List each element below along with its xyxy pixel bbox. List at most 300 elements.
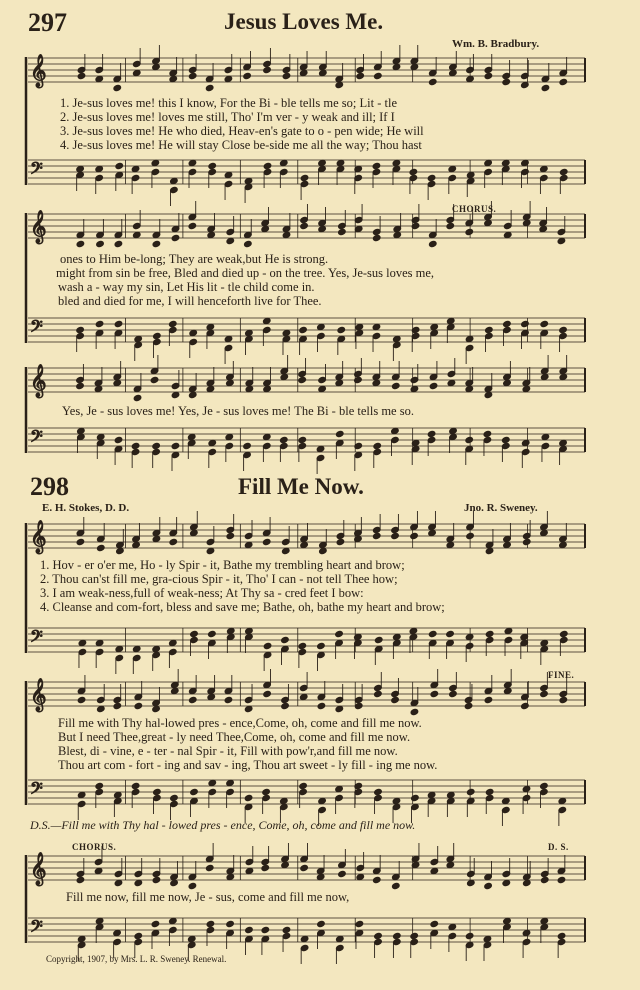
note-head xyxy=(299,782,308,789)
note-head xyxy=(94,385,103,392)
note-head xyxy=(171,442,180,449)
note-head xyxy=(188,882,197,889)
note-head xyxy=(318,225,327,232)
note-head xyxy=(503,231,512,238)
note-head xyxy=(262,538,271,545)
note-head xyxy=(245,329,254,336)
note-head xyxy=(95,320,104,327)
note-head xyxy=(94,867,103,874)
note-head xyxy=(446,317,455,324)
hymn-298-verse-1-line-1: 1. Hov - er o'er me, Ho - ly Spir - it, Bathe my trembling heart and brow; xyxy=(40,558,405,572)
note-head xyxy=(115,645,124,652)
note-head xyxy=(373,442,382,449)
note-head xyxy=(503,320,512,327)
note-head xyxy=(152,705,161,712)
note-head xyxy=(207,231,216,238)
note-head xyxy=(152,240,161,247)
note-head xyxy=(188,696,197,703)
note-head xyxy=(206,547,215,554)
note-head xyxy=(134,702,143,709)
note-head xyxy=(557,932,566,939)
copyright-notice: Copyright, 1907, by Mrs. L. R. Sweney. Renewal. xyxy=(46,954,227,964)
note-head xyxy=(540,876,549,883)
note-head xyxy=(131,782,140,789)
note-head xyxy=(318,159,327,166)
note-head xyxy=(449,69,458,76)
note-head xyxy=(132,231,141,238)
note-head xyxy=(372,323,381,330)
hymn-297-number: 297 xyxy=(28,8,67,37)
hymn-298-verse-2-line-1: 2. Thou can'st fill me, gra-cious Spir - it, Tho' I can - not tell Thee how; xyxy=(40,572,398,586)
note-head xyxy=(244,177,253,184)
note-head xyxy=(281,702,290,709)
hymn-297-verse-3-line-2: wash a - way my sin, Let His lit - tle child come in. xyxy=(58,280,315,294)
note-head xyxy=(263,385,272,392)
note-head xyxy=(559,541,568,548)
note-head xyxy=(392,159,401,166)
note-head xyxy=(540,639,549,646)
note-head xyxy=(372,162,381,169)
note-head xyxy=(465,633,474,640)
hymn-298-ds-line: D.S.—Fill me with Thy hal - lowed pres - ence, Come, oh, come and fill me now. xyxy=(30,818,416,832)
note-head xyxy=(152,442,161,449)
note-head xyxy=(95,782,104,789)
note-head xyxy=(226,532,235,539)
note-head xyxy=(262,317,271,324)
note-head xyxy=(282,72,291,79)
note-head xyxy=(262,788,271,795)
note-head xyxy=(300,541,309,548)
note-head xyxy=(187,935,196,942)
note-head xyxy=(224,335,233,342)
note-head xyxy=(428,630,437,637)
note-head xyxy=(224,696,233,703)
note-head xyxy=(465,385,474,392)
note-head xyxy=(372,234,381,241)
note-head xyxy=(502,78,511,85)
note-head xyxy=(374,72,383,79)
note-head xyxy=(541,84,550,91)
note-head xyxy=(208,630,217,637)
note-head xyxy=(97,544,106,551)
note-head xyxy=(244,240,253,247)
note-head xyxy=(335,81,344,88)
note-head xyxy=(430,690,439,697)
note-head xyxy=(76,240,85,247)
note-head xyxy=(503,687,512,694)
note-head xyxy=(263,642,272,649)
note-head xyxy=(393,231,402,238)
note-head xyxy=(449,690,458,697)
note-head xyxy=(559,78,568,85)
note-head xyxy=(502,436,511,443)
note-head xyxy=(503,917,512,924)
note-head xyxy=(113,84,122,91)
note-head xyxy=(245,385,254,392)
note-head xyxy=(410,385,419,392)
staff-297-3-treble xyxy=(28,368,585,392)
note-head xyxy=(152,876,161,883)
note-head xyxy=(131,442,140,449)
note-head xyxy=(540,529,549,536)
note-head xyxy=(317,323,326,330)
bass-clef-icon: 𝄢 xyxy=(30,626,43,650)
note-head xyxy=(132,541,141,548)
note-head xyxy=(335,705,344,712)
hymn-298-author: E. H. Stokes, D. D. xyxy=(42,502,130,514)
hymn-298-verse-4-line-1: 4. Cleanse and com-fort, bless and save me; Bathe, oh, bathe my heart and brow; xyxy=(40,600,445,614)
hymn-298-number: 298 xyxy=(30,472,69,501)
hymn-297-verse-4-line-2: bled and died for me, I will henceforth live for Thee. xyxy=(58,294,322,308)
hymn-297-verse-4-line-1: 4. Je-sus loves me! He will stay Close be-side me all the way; Thou hast xyxy=(60,138,422,152)
note-head xyxy=(226,873,235,880)
hymn-298-verse-3-line-2: Blest, di - vine, e - ter - nal Spir - it, Fill with pow'r,and fill me now. xyxy=(58,744,398,758)
note-head xyxy=(152,535,161,542)
note-head xyxy=(484,882,493,889)
note-head xyxy=(392,882,401,889)
note-head xyxy=(171,391,180,398)
note-head xyxy=(226,627,235,634)
note-head xyxy=(540,165,549,172)
note-head xyxy=(391,427,400,434)
note-head xyxy=(485,326,494,333)
note-head xyxy=(206,920,215,927)
treble-clef-icon: 𝄞 xyxy=(30,210,47,243)
note-head xyxy=(280,797,289,804)
note-head xyxy=(226,237,235,244)
note-head xyxy=(446,222,455,229)
note-head xyxy=(281,861,290,868)
note-head xyxy=(76,382,85,389)
hymn-298-composer: Jno. R. Sweney. xyxy=(464,502,538,514)
note-head xyxy=(319,547,328,554)
note-head xyxy=(522,219,531,226)
note-head xyxy=(300,864,309,871)
note-head xyxy=(188,222,197,229)
note-head xyxy=(317,642,326,649)
note-head xyxy=(95,75,104,82)
note-head xyxy=(190,630,199,637)
note-head xyxy=(338,870,347,877)
note-head xyxy=(521,81,530,88)
note-head xyxy=(77,427,86,434)
note-head xyxy=(132,69,141,76)
note-head xyxy=(280,373,289,380)
note-head xyxy=(541,433,550,440)
note-head xyxy=(430,323,439,330)
note-head xyxy=(430,920,439,927)
note-head xyxy=(484,72,493,79)
note-head xyxy=(263,690,272,697)
note-head xyxy=(446,630,455,637)
staff-298-1-bass xyxy=(28,628,585,652)
note-head xyxy=(169,538,178,545)
note-head xyxy=(465,932,474,939)
staff-297-3-bass xyxy=(28,428,585,452)
note-head xyxy=(557,237,566,244)
note-head xyxy=(299,69,308,76)
note-head xyxy=(76,326,85,333)
note-head xyxy=(410,932,419,939)
hymn-297-verse-1-line-1: 1. Je-sus loves me! this I know, For the Bi - ble tells me so; Lit - tle xyxy=(60,96,397,110)
note-head xyxy=(338,228,347,235)
note-head xyxy=(467,879,476,886)
note-head xyxy=(170,177,179,184)
note-head xyxy=(152,645,161,652)
hymn-297-chorus-label: CHORUS. xyxy=(452,204,497,214)
note-head xyxy=(374,932,383,939)
bass-clef-icon: 𝄢 xyxy=(30,158,43,182)
note-head xyxy=(336,159,345,166)
note-head xyxy=(539,225,548,232)
note-head xyxy=(318,385,327,392)
hymn-297-verse-1-line-2: ones to Him be-long; They are weak,but He is strong. xyxy=(60,252,329,266)
note-head xyxy=(208,439,217,446)
note-head xyxy=(263,66,272,73)
note-head xyxy=(205,84,214,91)
note-head xyxy=(113,791,122,798)
hymn-298-verse-1-line-2: Fill me with Thy hal-lowed pres - ence,Come, oh, come and fill me now. xyxy=(58,716,422,730)
note-head xyxy=(171,234,180,241)
note-head xyxy=(485,788,494,795)
note-head xyxy=(226,379,235,386)
note-head xyxy=(466,75,475,82)
note-head xyxy=(501,159,510,166)
note-head xyxy=(485,547,494,554)
note-head xyxy=(316,873,325,880)
note-head xyxy=(448,165,457,172)
note-head xyxy=(466,788,475,795)
note-head xyxy=(187,433,196,440)
note-head xyxy=(392,335,401,342)
note-head xyxy=(131,165,140,172)
note-head xyxy=(355,323,364,330)
note-head xyxy=(96,240,105,247)
hymn-298-chorus-label: CHORUS. xyxy=(72,842,117,852)
note-head xyxy=(447,379,456,386)
note-head xyxy=(449,427,458,434)
bass-clef-icon: 𝄢 xyxy=(30,316,43,340)
note-head xyxy=(428,78,437,85)
note-head xyxy=(280,436,289,443)
note-head xyxy=(374,788,383,795)
hymn-297-chorus-lyrics: Yes, Je - sus loves me! Yes, Je - sus loves me! The Bi - ble tells me so. xyxy=(62,404,414,418)
hymn-298-fine-label: FINE. xyxy=(548,670,575,680)
note-head xyxy=(114,436,123,443)
note-head xyxy=(484,696,493,703)
note-head xyxy=(168,320,177,327)
note-head xyxy=(559,439,568,446)
note-head xyxy=(336,935,345,942)
note-head xyxy=(95,165,104,172)
note-head xyxy=(170,794,179,801)
note-head xyxy=(226,779,235,786)
note-head xyxy=(114,240,123,247)
note-head xyxy=(466,532,475,539)
note-head xyxy=(503,379,512,386)
treble-clef-icon: 𝄞 xyxy=(30,54,47,87)
hymn-297-composer: Wm. B. Bradbury. xyxy=(452,38,540,50)
note-head xyxy=(76,876,85,883)
treble-clef-icon: 𝄞 xyxy=(30,364,47,397)
note-head xyxy=(261,225,270,232)
note-head xyxy=(300,935,309,942)
note-head xyxy=(262,433,271,440)
note-head xyxy=(355,920,364,927)
note-head xyxy=(243,72,252,79)
note-head xyxy=(113,379,122,386)
note-head xyxy=(502,879,511,886)
note-head xyxy=(169,917,178,924)
note-head xyxy=(224,75,233,82)
note-head xyxy=(427,174,436,181)
note-head xyxy=(153,788,162,795)
note-head xyxy=(316,445,325,452)
note-head xyxy=(447,791,456,798)
note-head xyxy=(300,174,309,181)
note-head xyxy=(114,320,123,327)
note-head xyxy=(540,690,549,697)
note-head xyxy=(448,923,457,930)
note-head xyxy=(298,642,307,649)
note-head xyxy=(335,785,344,792)
note-head xyxy=(502,797,511,804)
note-head xyxy=(484,159,493,166)
note-head xyxy=(261,864,270,871)
note-head xyxy=(354,225,363,232)
note-head xyxy=(319,69,328,76)
note-head xyxy=(354,702,363,709)
note-head xyxy=(521,702,530,709)
note-head xyxy=(522,385,531,392)
staff-297-1-treble xyxy=(28,58,585,82)
note-head xyxy=(540,373,549,380)
note-head xyxy=(356,873,365,880)
note-head xyxy=(318,797,327,804)
note-head xyxy=(208,779,217,786)
note-head xyxy=(298,376,307,383)
hymn-297-verse-3-line-1: 3. Je-sus loves me! He who died, Heav-en's gate to o - pen wide; He will xyxy=(60,124,424,138)
note-head xyxy=(484,391,493,398)
note-head xyxy=(540,782,549,789)
note-head xyxy=(77,935,86,942)
note-head xyxy=(134,335,143,342)
note-head xyxy=(76,538,85,545)
note-head xyxy=(261,926,270,933)
note-head xyxy=(335,430,344,437)
note-head xyxy=(336,538,345,545)
note-head xyxy=(559,326,568,333)
note-head xyxy=(243,442,252,449)
note-head xyxy=(153,332,162,339)
note-head xyxy=(504,627,513,634)
note-head xyxy=(410,532,419,539)
note-head xyxy=(96,433,105,440)
note-head xyxy=(245,926,254,933)
note-head xyxy=(207,693,216,700)
note-head xyxy=(521,439,530,446)
note-head xyxy=(132,645,141,652)
note-head xyxy=(503,541,512,548)
note-head xyxy=(169,639,178,646)
hymn-297-verse-2-line-1: 2. Je-sus loves me! loves me still, Tho' I'm ver - y weak and ill; If I xyxy=(60,110,395,124)
note-head xyxy=(281,636,290,643)
note-head xyxy=(169,75,178,82)
note-head xyxy=(559,373,568,380)
note-head xyxy=(190,788,199,795)
note-head xyxy=(134,879,143,886)
hymn-298-title: Fill Me Now. xyxy=(238,474,364,499)
note-head xyxy=(559,696,568,703)
note-head xyxy=(428,529,437,536)
note-head xyxy=(522,879,531,886)
note-head xyxy=(189,329,198,336)
note-head xyxy=(170,879,179,886)
note-head xyxy=(372,379,381,386)
note-head xyxy=(374,636,383,643)
note-head xyxy=(282,231,291,238)
note-head xyxy=(465,335,474,342)
note-head xyxy=(465,436,474,443)
note-head xyxy=(427,791,436,798)
note-head xyxy=(170,687,179,694)
note-head xyxy=(446,541,455,548)
note-head xyxy=(245,627,254,634)
note-head xyxy=(409,627,418,634)
note-head xyxy=(391,532,400,539)
note-head xyxy=(393,633,402,640)
note-head xyxy=(335,379,344,386)
note-head xyxy=(226,920,235,927)
note-head xyxy=(300,222,309,229)
note-head xyxy=(557,876,566,883)
note-head xyxy=(114,879,123,886)
note-head xyxy=(244,794,253,801)
note-head xyxy=(317,702,326,709)
note-head xyxy=(206,323,215,330)
note-head xyxy=(279,159,288,166)
note-head xyxy=(190,529,199,536)
note-head xyxy=(374,690,383,697)
note-head xyxy=(76,165,85,172)
note-head xyxy=(430,867,439,874)
treble-clef-icon: 𝄞 xyxy=(30,852,47,885)
note-head xyxy=(133,394,142,401)
note-head xyxy=(428,240,437,247)
note-head xyxy=(484,219,493,226)
note-head xyxy=(77,72,86,79)
hymn-298-verse-2-line-2: But I need Thee,great - ly need Thee,Come, oh, come and fill me now. xyxy=(58,730,411,744)
note-head xyxy=(337,326,346,333)
bass-clef-icon: 𝄢 xyxy=(30,778,43,802)
note-head xyxy=(299,693,308,700)
note-head xyxy=(244,541,253,548)
note-head xyxy=(188,391,197,398)
note-head xyxy=(522,785,531,792)
note-head xyxy=(113,702,122,709)
note-head xyxy=(95,639,104,646)
note-head xyxy=(466,171,475,178)
note-head xyxy=(95,917,104,924)
note-head xyxy=(391,382,400,389)
note-head xyxy=(263,162,272,169)
note-head xyxy=(206,385,215,392)
note-head xyxy=(410,63,419,70)
note-head xyxy=(372,532,381,539)
note-head xyxy=(317,920,326,927)
note-head xyxy=(299,326,308,333)
note-head xyxy=(97,705,106,712)
